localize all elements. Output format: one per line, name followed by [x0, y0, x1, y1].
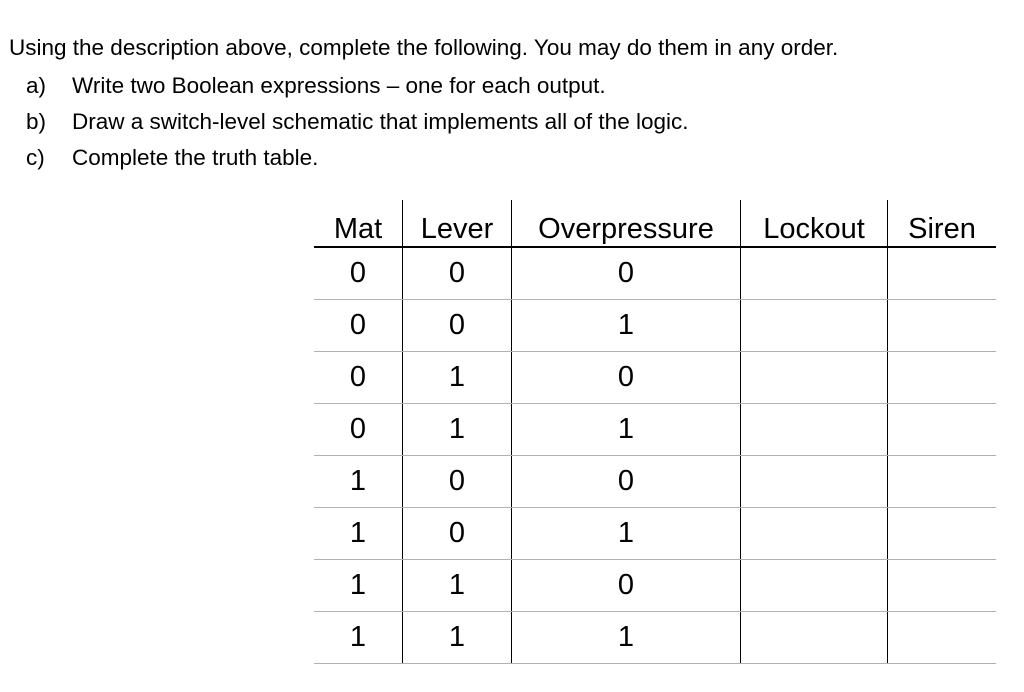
cell-siren[interactable]	[888, 352, 997, 404]
table-row	[314, 247, 996, 300]
task-text: Draw a switch-level schematic that implements all of the logic.	[72, 109, 689, 134]
cell-siren[interactable]	[888, 300, 997, 352]
cell-overpressure: 0	[512, 247, 741, 300]
truth-table	[314, 200, 996, 664]
table-row	[314, 560, 996, 612]
task-marker: c)	[26, 145, 45, 170]
cell-overpressure: 0	[512, 456, 741, 508]
task-marker: a)	[26, 73, 47, 98]
cell-lockout[interactable]	[741, 612, 888, 664]
cell-mat: 0	[314, 247, 403, 300]
cell-mat: 0	[314, 404, 403, 456]
cell-overpressure: 0	[512, 560, 741, 612]
cell-lockout[interactable]	[741, 300, 888, 352]
cell-siren[interactable]	[888, 404, 997, 456]
task-text: Complete the truth table.	[72, 145, 319, 170]
cell-siren[interactable]	[888, 456, 997, 508]
cell-overpressure: 1	[512, 612, 741, 664]
truth-table-header-row	[314, 200, 996, 247]
cell-lockout[interactable]	[741, 404, 888, 456]
table-row	[314, 508, 996, 560]
cell-lever: 0	[403, 300, 512, 352]
cell-lever: 1	[403, 560, 512, 612]
task-marker: b)	[26, 109, 47, 134]
task-text: Write two Boolean expressions – one for each output.	[72, 73, 606, 98]
cell-lockout[interactable]	[741, 508, 888, 560]
cell-overpressure: 0	[512, 352, 741, 404]
table-row	[314, 352, 996, 404]
cell-mat: 1	[314, 508, 403, 560]
cell-lever: 0	[403, 508, 512, 560]
header-mat: Mat	[314, 200, 403, 247]
header-lever: Lever	[403, 200, 512, 247]
cell-mat: 1	[314, 560, 403, 612]
cell-siren[interactable]	[888, 612, 997, 664]
cell-siren[interactable]	[888, 560, 997, 612]
table-row	[314, 404, 996, 456]
cell-lever: 0	[403, 456, 512, 508]
table-row	[314, 456, 996, 508]
header-siren: Siren	[888, 200, 997, 247]
cell-mat: 0	[314, 300, 403, 352]
table-row	[314, 300, 996, 352]
cell-overpressure: 1	[512, 508, 741, 560]
table-row	[314, 612, 996, 664]
cell-lockout[interactable]	[741, 352, 888, 404]
cell-lever: 1	[403, 352, 512, 404]
cell-siren[interactable]	[888, 508, 997, 560]
cell-lever: 0	[403, 247, 512, 300]
cell-overpressure: 1	[512, 404, 741, 456]
cell-mat: 0	[314, 352, 403, 404]
header-lockout: Lockout	[741, 200, 888, 247]
instructions-intro: Using the description above, complete the following. You may do them in any order.	[9, 35, 839, 60]
header-overpressure: Overpressure	[512, 200, 741, 247]
cell-lockout[interactable]	[741, 247, 888, 300]
cell-mat: 1	[314, 456, 403, 508]
cell-lever: 1	[403, 612, 512, 664]
cell-overpressure: 1	[512, 300, 741, 352]
cell-siren[interactable]	[888, 247, 997, 300]
cell-lockout[interactable]	[741, 560, 888, 612]
cell-lever: 1	[403, 404, 512, 456]
cell-lockout[interactable]	[741, 456, 888, 508]
cell-mat: 1	[314, 612, 403, 664]
